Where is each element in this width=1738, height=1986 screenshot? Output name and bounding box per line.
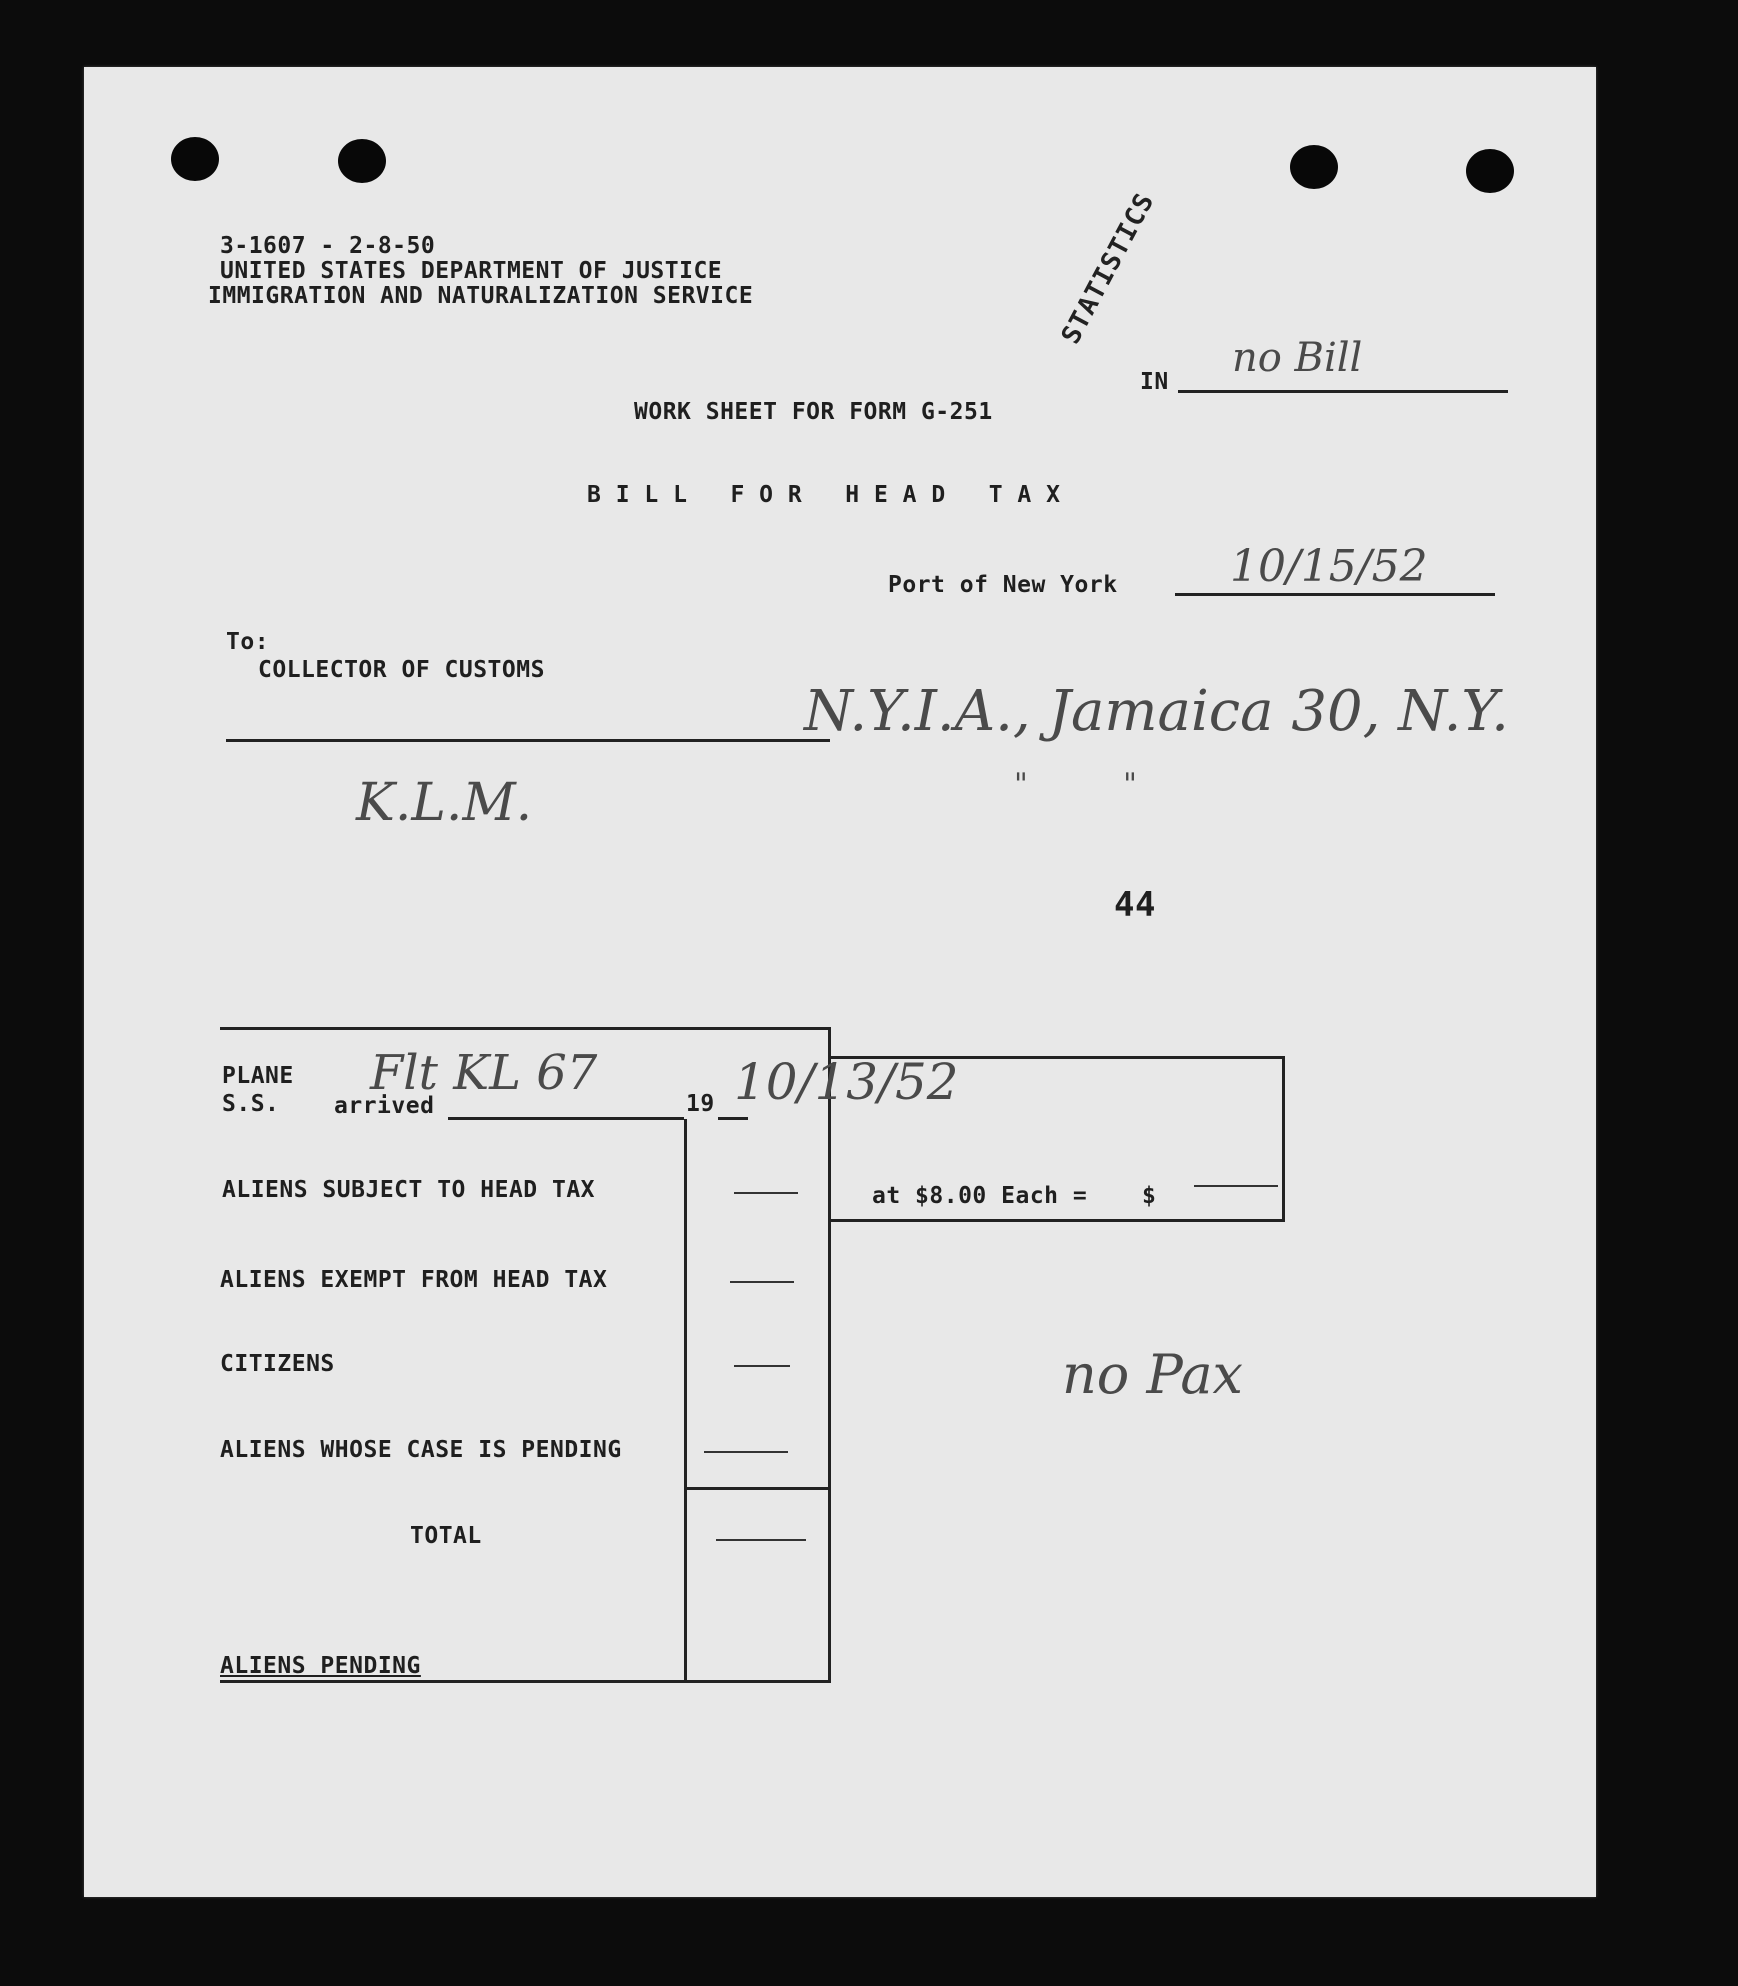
to-underline bbox=[226, 739, 830, 742]
rate-amount-dash bbox=[1194, 1185, 1278, 1187]
table-total-divider bbox=[684, 1487, 831, 1490]
ditto-marks: " " bbox=[1014, 767, 1137, 802]
in-value-handwritten: no Bill bbox=[1232, 335, 1363, 381]
rate-box-bottom bbox=[828, 1219, 1284, 1222]
service-name: IMMIGRATION AND NATURALIZATION SERVICE bbox=[208, 283, 754, 309]
form-number: 3-1607 - 2-8-50 bbox=[220, 233, 436, 259]
ss-label: S.S. bbox=[222, 1091, 280, 1117]
punch-hole bbox=[171, 137, 219, 181]
row-citizens-label: CITIZENS bbox=[220, 1351, 335, 1377]
year-underline bbox=[718, 1117, 748, 1120]
table-top-border bbox=[220, 1027, 830, 1030]
department-name: UNITED STATES DEPARTMENT OF JUSTICE bbox=[220, 258, 723, 284]
aliens-pending-label: ALIENS PENDING bbox=[220, 1653, 421, 1679]
flight-handwritten: Flt KL 67 bbox=[370, 1045, 598, 1101]
table-bottom-border bbox=[220, 1680, 831, 1683]
document-page bbox=[84, 67, 1596, 1897]
in-underline bbox=[1178, 390, 1508, 393]
plane-label: PLANE bbox=[222, 1063, 294, 1089]
no-pax-handwritten: no Pax bbox=[1062, 1343, 1244, 1406]
row-subject-dash bbox=[734, 1192, 798, 1194]
form-title: WORK SHEET FOR FORM G-251 bbox=[634, 399, 993, 425]
punch-hole bbox=[1290, 145, 1338, 189]
punch-hole bbox=[1466, 149, 1514, 193]
arrival-date-handwritten: 10/13/52 bbox=[734, 1053, 959, 1111]
page-number: 44 bbox=[1114, 885, 1156, 925]
port-label: Port of New York bbox=[888, 572, 1118, 598]
airline-handwritten: K.L.M. bbox=[356, 773, 533, 833]
to-label: To: bbox=[226, 629, 270, 655]
statistics-stamp: STATISTICS bbox=[1056, 187, 1161, 350]
arrived-label: arrived bbox=[334, 1093, 435, 1119]
row-exempt-dash bbox=[730, 1281, 794, 1283]
arrived-underline bbox=[448, 1117, 684, 1120]
table-label-divider bbox=[684, 1119, 687, 1683]
row-exempt-label: ALIENS EXEMPT FROM HEAD TAX bbox=[220, 1267, 608, 1293]
row-citizens-dash bbox=[734, 1365, 790, 1367]
row-pending-label: ALIENS WHOSE CASE IS PENDING bbox=[220, 1437, 622, 1463]
total-dash bbox=[716, 1539, 806, 1541]
total-label: TOTAL bbox=[410, 1523, 482, 1549]
rate-label: at $8.00 Each = bbox=[872, 1183, 1088, 1209]
airport-handwritten: N.Y.I.A., Jamaica 30, N.Y. bbox=[804, 679, 1509, 744]
rate-box-right bbox=[1282, 1056, 1285, 1222]
year-prefix: 19 bbox=[686, 1091, 715, 1117]
table-right-border bbox=[828, 1027, 831, 1683]
currency-symbol: $ bbox=[1142, 1183, 1157, 1209]
row-pending-dash bbox=[704, 1451, 788, 1453]
bill-title: B I L L F O R H E A D T A X bbox=[587, 482, 1061, 508]
punch-hole bbox=[338, 139, 386, 183]
row-subject-label: ALIENS SUBJECT TO HEAD TAX bbox=[222, 1177, 596, 1203]
port-date-handwritten: 10/15/52 bbox=[1230, 541, 1428, 592]
collector-label: COLLECTOR OF CUSTOMS bbox=[258, 657, 545, 683]
port-date-underline bbox=[1175, 593, 1495, 596]
in-label: IN bbox=[1140, 369, 1169, 395]
